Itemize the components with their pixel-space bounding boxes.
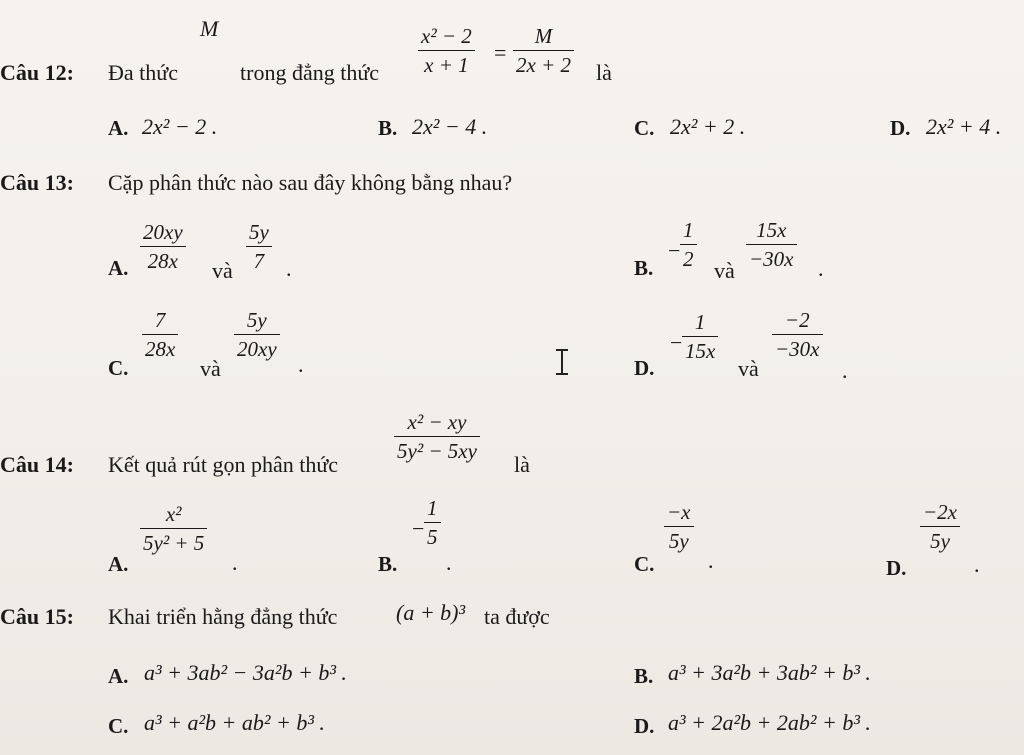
q13-d-fraction-2 [772,308,823,362]
q13-a-fraction-1 [140,220,186,274]
q14-option-d-letter: D. [886,556,907,580]
q14-d-den: 5y [930,529,950,553]
q12-rhs-denominator: 2x + 2 [516,53,571,77]
q13-c-f1-den: 28x [145,337,176,361]
q12-rhs-fraction [513,24,574,78]
q12-option-c: 2x² + 2 . [670,114,746,139]
q12-option-b: 2x² − 4 . [412,114,488,139]
q14-d-num: −2x [923,500,957,524]
q13-c-f1-num: 7 [154,308,166,332]
q13-b-f1-num: 1 [683,218,694,242]
q14-fraction [394,410,480,464]
q12-option-c-letter: C. [634,116,655,140]
q12-text-middle: trong đẳng thức [240,60,380,85]
text-cursor-icon [553,348,571,376]
q13-d-sign: − [670,330,683,355]
q13-c-fraction-2 [234,308,280,362]
q13-option-a-letter: A. [108,256,129,280]
question-13-label: Câu 13: [0,170,74,195]
q12-text-after: là [596,60,612,85]
q14-a-fraction [140,502,207,556]
q15-option-b-letter: B. [634,664,654,688]
q14-b-den: 5 [427,525,438,549]
q13-c-end: . [298,352,304,377]
q13-option-b-letter: B. [634,256,654,280]
q15-text-after: ta được [484,604,550,629]
q13-a-end: . [286,256,292,281]
q12-lhs-numerator: x² − 2 [421,24,472,48]
q13-text: Cặp phân thức nào sau đây không bằng nhau? [108,170,513,195]
q15-option-a: a³ + 3ab² − 3a²b + b³ . [144,660,347,685]
q12-option-d: 2x² + 4 . [926,114,1002,139]
q13-b-f2-num: 15x [756,218,787,242]
q14-b-end: . [446,550,452,575]
q15-expression: (a + b)³ [396,600,466,625]
q13-a-conj: và [212,258,233,283]
q14-denominator: 5y² − 5xy [397,439,477,463]
q14-option-b-letter: B. [378,552,398,576]
q14-c-num: −x [667,500,691,524]
q14-c-fraction [664,500,694,554]
q13-a-fraction-2 [246,220,272,274]
q13-b-f1-den: 2 [683,247,694,271]
q12-lhs-denominator: x + 1 [424,53,469,77]
q13-d-f1-num: 1 [694,310,706,334]
q13-d-end: . [842,358,848,383]
question-15-label: Câu 15: [0,604,74,629]
q14-a-den: 5y² + 5 [143,531,205,555]
q12-option-a-letter: A. [108,116,129,140]
q12-text-before: Đa thức [108,60,178,85]
q14-text: Kết quả rút gọn phân thức [108,452,339,477]
q14-option-c-letter: C. [634,552,655,576]
q13-b-fraction-2 [746,218,797,272]
q13-b-sign: − [668,238,681,263]
q13-c-f2-num: 5y [246,308,267,332]
q15-option-c-letter: C. [108,714,129,738]
q13-b-f2-den: −30x [749,247,794,271]
q14-option-a-letter: A. [108,552,129,576]
q15-option-b: a³ + 3a²b + 3ab² + b³ . [668,660,871,685]
q14-d-end: . [974,552,980,577]
q14-b-fraction [424,496,441,550]
q13-c-f2-den: 20xy [237,337,277,361]
q13-c-fraction-1 [142,308,178,362]
q13-d-f1-den: 15x [685,339,716,363]
q15-option-d-letter: D. [634,714,655,738]
q14-c-end: . [708,548,714,573]
q14-d-fraction [920,500,960,554]
q12-equals: = [494,40,507,65]
q14-b-num: 1 [427,496,438,520]
q13-c-conj: và [200,356,221,381]
q13-d-conj: và [738,356,759,381]
q13-b-end: . [818,256,824,281]
q13-option-d-letter: D. [634,356,655,380]
q12-option-b-letter: B. [378,116,398,140]
q13-option-c-letter: C. [108,356,129,380]
q12-lhs-fraction [418,24,475,78]
q13-b-conj: và [714,258,735,283]
q15-option-d: a³ + 2a²b + 2ab² + b³ . [668,710,871,735]
q14-a-num: x² [165,502,182,526]
q12-option-d-letter: D. [890,116,911,140]
question-14-label: Câu 14: [0,452,74,477]
q15-option-a-letter: A. [108,664,129,688]
q12-blank-symbol: M [200,16,219,41]
q13-d-f2-den: −30x [775,337,820,361]
q13-a-f1-den: 28x [147,249,178,273]
q13-d-f2-num: −2 [784,308,810,332]
q14-text-after: là [514,452,530,477]
q14-numerator: x² − xy [407,410,467,434]
q13-a-f2-num: 5y [249,220,269,244]
q14-c-den: 5y [668,529,689,553]
q15-text: Khai triển hằng đẳng thức [108,604,338,629]
q13-a-f2-den: 7 [253,249,265,273]
q13-d-fraction-1 [682,310,718,364]
q12-option-a: 2x² − 2 . [142,114,218,139]
q14-a-end: . [232,550,238,575]
q14-b-sign: − [412,516,425,541]
q13-a-f1-num: 20xy [143,220,183,244]
q12-rhs-numerator: M [534,24,553,48]
q13-b-fraction-1 [680,218,697,272]
q15-option-c: a³ + a²b + ab² + b³ . [144,710,325,735]
question-12-label: Câu 12: [0,60,74,85]
